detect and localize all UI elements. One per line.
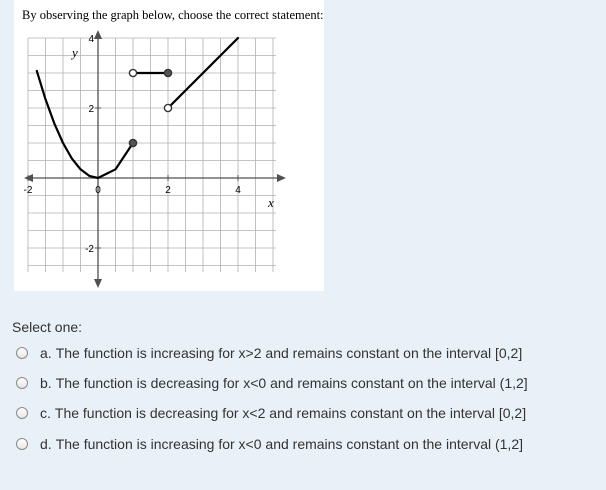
y-axis-label: y — [72, 45, 78, 60]
option-b-letter: b. — [40, 375, 52, 391]
x-axis-label: x — [268, 195, 274, 210]
x-tick-label: -2 — [23, 185, 33, 196]
closed-endpoint — [129, 139, 136, 146]
option-a-letter: a. — [40, 345, 52, 361]
option-b[interactable] — [16, 372, 528, 394]
open-endpoint — [129, 69, 136, 76]
radio-button-c[interactable] — [16, 407, 28, 419]
curve-parabola — [37, 71, 133, 178]
x-axis-arrow-right — [277, 174, 286, 182]
select-one-label: Select one: — [12, 319, 83, 335]
option-c[interactable] — [16, 402, 526, 424]
option-d-letter: d. — [40, 436, 52, 452]
y-tick-label: 2 — [88, 104, 94, 115]
function-graph — [14, 30, 324, 288]
graph-labels — [24, 34, 274, 255]
option-d[interactable] — [16, 433, 523, 455]
radio-button-a[interactable] — [16, 347, 28, 359]
option-a-text: The function is increasing for x>2 and remains constant on the interval [0,2] — [55, 345, 523, 361]
option-b-text: The function is decreasing for x<0 and remains constant on the interval (1,2] — [55, 375, 528, 391]
option-c-text: The function is decreasing for x<2 and remains constant on the interval [0,2] — [54, 405, 527, 421]
option-a[interactable] — [16, 342, 522, 364]
option-c-letter: c. — [40, 405, 51, 421]
y-tick-label: -2 — [85, 244, 94, 255]
radio-button-b[interactable] — [16, 377, 28, 389]
x-tick-label: 2 — [165, 185, 171, 196]
x-tick-label: 0 — [95, 185, 101, 196]
question-text: By observing the graph below, choose the correct statement: — [22, 8, 324, 22]
x-tick-label: 4 — [235, 185, 241, 196]
open-endpoint — [164, 104, 171, 111]
radio-button-d[interactable] — [16, 438, 28, 450]
option-d-text: The function is increasing for x<0 and remains constant on the interval (1,2] — [55, 436, 523, 452]
y-axis-arrow-down — [94, 279, 102, 288]
closed-endpoint — [164, 69, 171, 76]
y-tick-label: 4 — [88, 34, 94, 45]
question-card — [14, 0, 324, 291]
